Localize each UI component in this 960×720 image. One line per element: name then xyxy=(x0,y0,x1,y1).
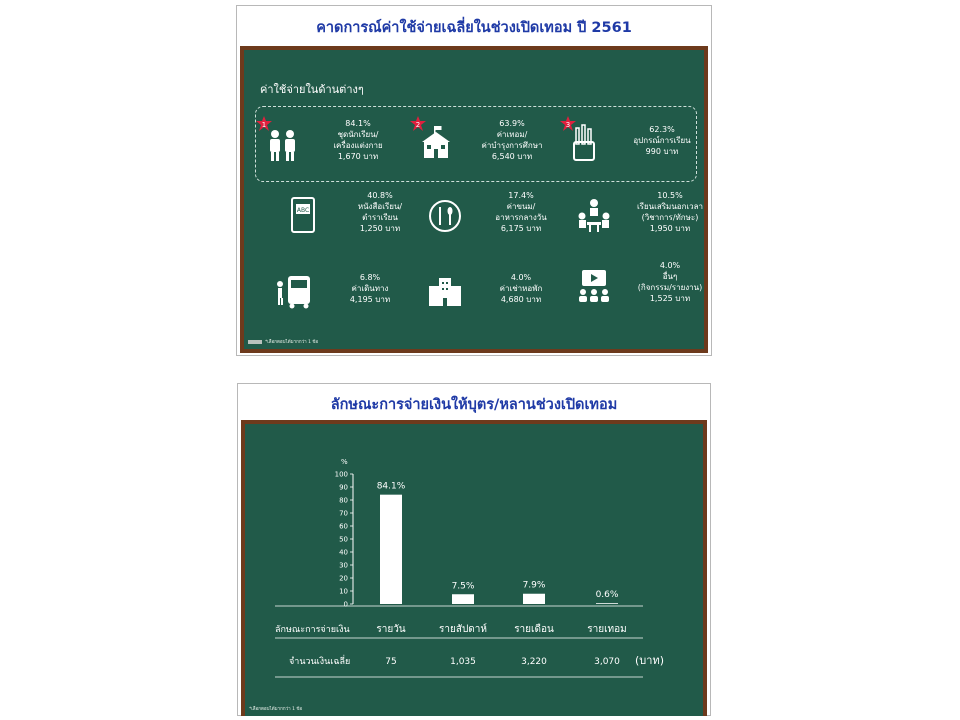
payment-slide xyxy=(237,383,711,716)
book-icon xyxy=(284,194,324,238)
avg-amount-value: 75 xyxy=(385,657,397,667)
tutoring-icon xyxy=(574,194,614,238)
rank-badge-2 xyxy=(410,116,426,132)
item-amount: 990 บาท xyxy=(645,147,679,156)
avg-amount-value: 3,070 xyxy=(594,657,620,667)
item-label: อาหารกลางวัน xyxy=(495,213,547,222)
payment-type-label: ลักษณะการจ่ายเงิน xyxy=(275,625,350,635)
item-label: เครื่องแต่งกาย xyxy=(333,141,383,150)
expense-item-tutoring xyxy=(574,190,724,250)
category-label: รายเทอม xyxy=(587,624,627,635)
item-label: หนังสือเรียน/ xyxy=(357,202,403,211)
expense-item-uniform xyxy=(262,118,412,178)
expense-item-textbook xyxy=(284,190,434,250)
expense-item-lunch xyxy=(425,190,575,250)
expense-item-supplies xyxy=(566,118,716,178)
expense-item-other xyxy=(574,260,724,320)
category-label: รายสัปดาห์ xyxy=(439,624,487,635)
avg-amount-value: 1,035 xyxy=(450,657,476,667)
item-pct: 63.9% xyxy=(499,119,525,128)
item-label: ค่าเทอม/ xyxy=(496,130,528,139)
item-label: ตำราเรียน xyxy=(362,213,398,222)
item-label: ค่าบำรุงการศึกษา xyxy=(481,141,543,150)
item-pct: 6.8% xyxy=(359,273,381,282)
item-label: ค่าเช่าหอพัก xyxy=(499,284,543,293)
item-amount: 1,670 บาท xyxy=(337,152,379,161)
dormitory-icon xyxy=(425,270,465,314)
rank-badge-3-text: 3 xyxy=(565,121,571,129)
bar-value-label: 7.9% xyxy=(522,580,546,591)
activity-icon xyxy=(574,264,614,308)
item-label: ชุดนักเรียน/ xyxy=(337,130,379,139)
item-label: เรียนเสริมนอกเวลา xyxy=(636,202,704,211)
footnote-text: *เลือกตอบได้มากกว่า 1 ข้อ xyxy=(265,340,319,345)
amount-unit-label: (บาท) xyxy=(635,654,664,667)
item-pct: 4.0% xyxy=(510,273,532,282)
bar-4 xyxy=(596,603,618,604)
rank-badge-3 xyxy=(560,116,576,132)
bar-2 xyxy=(452,594,474,604)
item-amount: 1,950 บาท xyxy=(649,224,691,233)
item-pct: 17.4% xyxy=(508,191,534,200)
expense-slide-title: คาดการณ์ค่าใช้จ่ายเฉลี่ยในช่วงเปิดเทอม ปี 2561 xyxy=(316,20,632,36)
item-amount: 1,250 บาท xyxy=(359,224,401,233)
item-label: ค่าเดินทาง xyxy=(351,284,389,293)
category-label: รายวัน xyxy=(376,624,406,635)
svg-text:ABC: ABC xyxy=(296,207,310,214)
expense-footnote xyxy=(248,338,318,345)
avg-amount-label: จำนวนเงินเฉลี่ย xyxy=(289,657,351,667)
item-pct: 62.3% xyxy=(649,125,675,134)
bar-value-label: 84.1% xyxy=(376,481,406,492)
y-tick-label: 30 xyxy=(339,561,348,570)
item-pct: 10.5% xyxy=(657,191,683,200)
item-amount: 1,525 บาท xyxy=(649,294,691,303)
y-tick-label: 80 xyxy=(339,496,348,505)
item-label: อื่นๆ xyxy=(662,272,678,281)
rank-badge-2-text: 2 xyxy=(415,121,421,129)
expense-item-tuition xyxy=(416,118,566,178)
item-pct: 40.8% xyxy=(367,191,393,200)
expense-item-dormitory xyxy=(425,266,575,326)
bar-value-label: 0.6% xyxy=(595,590,619,601)
payment-chart xyxy=(245,424,703,716)
y-tick-label: 10 xyxy=(339,587,348,596)
rank-badge-1-text: 1 xyxy=(261,121,267,129)
payment-footnote: *เลือกตอบได้มากกว่า 1 ข้อ xyxy=(249,707,303,712)
item-pct: 84.1% xyxy=(345,119,371,128)
item-amount: 6,540 บาท xyxy=(491,152,533,161)
item-label: ค่าขนม/ xyxy=(506,202,536,211)
item-amount: 4,680 บาท xyxy=(500,295,542,304)
payment-slide-title: ลักษณะการจ่ายเงินให้บุตร/หลานช่วงเปิดเทอม xyxy=(330,397,618,413)
y-tick-label: 100 xyxy=(334,470,348,479)
item-amount: 4,195 บาท xyxy=(349,295,391,304)
bus-icon xyxy=(274,270,314,314)
payment-board xyxy=(241,420,707,716)
expense-heading: ค่าใช้จ่ายในด้านต่างๆ xyxy=(260,83,364,96)
y-tick-label: 20 xyxy=(339,574,348,583)
expense-board xyxy=(240,46,708,353)
item-pct: 4.0% xyxy=(659,261,681,270)
y-tick-label: 60 xyxy=(339,522,348,531)
item-label: (วิชาการ/ทักษะ) xyxy=(641,213,699,222)
y-tick-label: 40 xyxy=(339,548,348,557)
rank-badge-1 xyxy=(256,116,272,132)
expense-slide xyxy=(236,5,712,356)
bar-1 xyxy=(380,495,402,604)
item-label: (กิจกรรม/รายงาน) xyxy=(637,283,703,292)
y-tick-label: 90 xyxy=(339,483,348,492)
plate-icon xyxy=(425,194,465,238)
bar-3 xyxy=(523,594,545,604)
y-tick-label: 0 xyxy=(343,600,348,609)
y-axis-unit: % xyxy=(341,458,348,466)
y-tick-label: 70 xyxy=(339,509,348,518)
item-label: อุปกรณ์การเรียน xyxy=(633,136,691,145)
y-tick-label: 50 xyxy=(339,535,348,544)
avg-amount-value: 3,220 xyxy=(521,657,547,667)
footnote-swatch xyxy=(248,340,262,344)
expense-item-travel xyxy=(274,266,424,326)
item-amount: 6,175 บาท xyxy=(500,224,542,233)
bar-value-label: 7.5% xyxy=(451,581,475,592)
category-label: รายเดือน xyxy=(514,624,554,635)
